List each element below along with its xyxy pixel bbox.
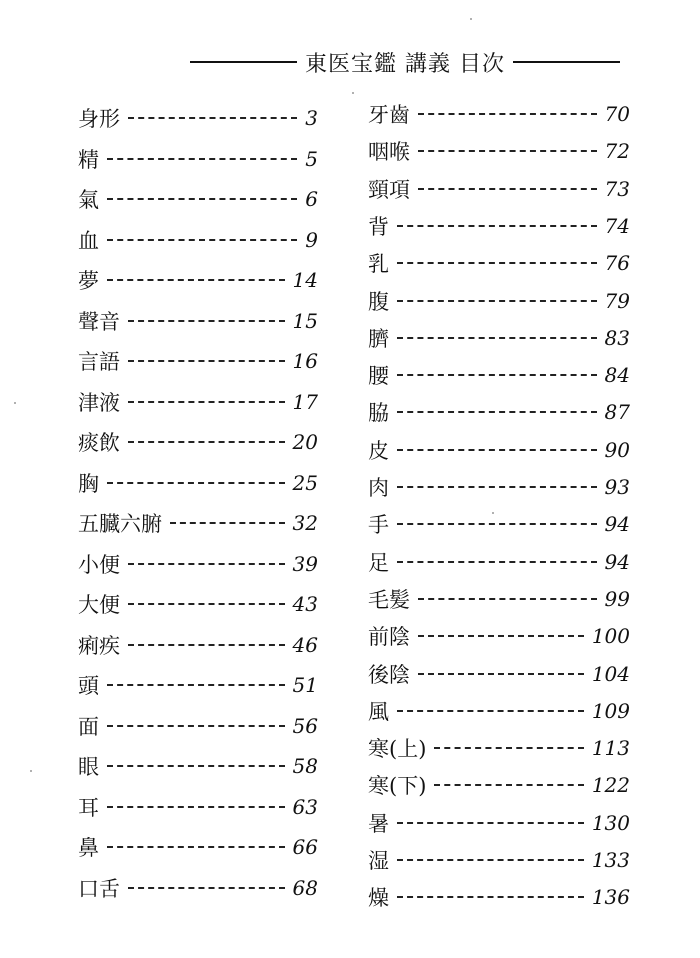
toc-dotted-leader — [418, 150, 597, 152]
toc-dotted-leader — [128, 887, 285, 889]
toc-dotted-leader — [128, 603, 285, 605]
toc-entry-label: 足 — [368, 550, 389, 575]
toc-dotted-leader — [397, 262, 597, 264]
toc-entry-page: 46 — [292, 632, 318, 657]
toc-entry-page: 56 — [292, 713, 318, 738]
toc-entry-label: 痢疾 — [78, 633, 120, 658]
toc-entry-page: 39 — [292, 551, 318, 576]
toc-dotted-leader — [434, 784, 583, 786]
toc-entry-page: 43 — [292, 592, 318, 616]
toc-entry-page: 104 — [591, 661, 630, 686]
toc-entry-label: 胸 — [78, 471, 99, 496]
toc-entry-label: 腰 — [368, 364, 389, 389]
toc-entry-label: 脇 — [368, 401, 389, 426]
toc-dotted-leader — [107, 158, 297, 160]
toc-entry-page: 122 — [591, 773, 630, 798]
toc-entry — [368, 693, 630, 729]
toc-entry-label: 牙齒 — [368, 103, 410, 127]
toc-entry — [368, 618, 630, 654]
toc-dotted-leader — [434, 747, 583, 749]
toc-entry — [78, 789, 318, 825]
toc-entry — [368, 656, 630, 692]
toc-entry-page: 136 — [591, 885, 630, 910]
toc-entry — [78, 222, 318, 258]
toc-entry-page: 76 — [604, 251, 630, 276]
toc-entry-label: 氣 — [78, 188, 99, 212]
toc-dotted-leader — [397, 300, 597, 302]
toc-entry-label: 五臓六腑 — [78, 512, 162, 536]
toc-entry-page: 32 — [292, 511, 318, 535]
toc-dotted-leader — [170, 522, 285, 524]
toc-dotted-leader — [128, 320, 285, 322]
toc-entry — [78, 465, 318, 501]
toc-entry-page: 9 — [305, 227, 318, 252]
toc-entry — [78, 546, 318, 582]
toc-entry-label: 皮 — [368, 438, 389, 463]
toc-entry-page: 51 — [292, 673, 318, 697]
toc-dotted-leader — [128, 401, 285, 403]
toc-entry-page: 14 — [292, 268, 318, 292]
page-title: 東医宝鑑 講義 目次 — [305, 51, 505, 77]
toc-entry-label: 後陰 — [368, 662, 410, 687]
toc-entry-page: 3 — [305, 106, 318, 130]
toc-entry-page: 100 — [591, 624, 630, 649]
toc-entry-label: 言語 — [78, 350, 120, 374]
toc-dotted-leader — [397, 486, 597, 488]
toc-dotted-leader — [418, 188, 597, 190]
toc-entry-label: 臍 — [368, 326, 389, 351]
toc-entry — [78, 667, 318, 703]
toc-entry-page: 25 — [292, 470, 318, 495]
toc-entry-page: 94 — [604, 549, 630, 574]
toc-entry — [368, 805, 630, 841]
toc-entry — [368, 469, 630, 505]
toc-entry-page: 58 — [292, 754, 318, 778]
toc-entry-page: 66 — [292, 835, 318, 859]
toc-dotted-leader — [397, 859, 584, 861]
toc-entry-page: 72 — [604, 139, 630, 164]
toc-entry — [368, 581, 630, 617]
toc-entry — [78, 384, 318, 420]
toc-entry — [78, 141, 318, 177]
toc-entry-page: 94 — [604, 512, 630, 537]
toc-entry — [368, 506, 630, 542]
toc-entry-page: 16 — [292, 349, 318, 373]
toc-entry — [78, 343, 318, 379]
toc-entry-label: 口舌 — [78, 876, 120, 901]
toc-entry-label: 頭 — [78, 674, 99, 698]
toc-entry-page: 93 — [604, 475, 630, 499]
toc-entry-page: 90 — [604, 437, 630, 462]
toc-entry — [368, 96, 630, 132]
toc-entry-page: 15 — [292, 308, 318, 333]
toc-dotted-leader — [128, 644, 285, 646]
toc-header — [190, 42, 620, 82]
toc-entry-label: 聲音 — [78, 309, 120, 334]
toc-entry — [78, 100, 318, 136]
toc-entry — [368, 544, 630, 580]
toc-entry-page: 99 — [604, 586, 630, 611]
toc-entry-page: 73 — [604, 176, 630, 201]
toc-entry — [368, 283, 630, 319]
toc-entry — [368, 879, 630, 915]
toc-dotted-leader — [128, 441, 285, 443]
toc-entry-label: 手 — [368, 513, 389, 538]
scan-speck — [14, 402, 16, 404]
toc-dotted-leader — [418, 673, 584, 675]
toc-entry-page: 5 — [305, 146, 318, 171]
toc-dotted-leader — [418, 598, 597, 600]
toc-dotted-leader — [397, 561, 597, 563]
toc-entry — [368, 357, 630, 393]
toc-entry — [368, 842, 630, 878]
toc-entry — [368, 394, 630, 430]
toc-dotted-leader — [107, 684, 285, 686]
toc-entry — [78, 708, 318, 744]
toc-dotted-leader — [418, 635, 584, 637]
toc-dotted-leader — [397, 896, 584, 898]
toc-entry-label: 暑 — [368, 811, 389, 836]
toc-entry-label: 毛髪 — [368, 587, 410, 612]
toc-entry-label: 耳 — [78, 795, 99, 820]
toc-entry-label: 鼻 — [78, 836, 99, 860]
toc-entry-label: 身形 — [78, 107, 120, 131]
toc-entry-label: 眼 — [78, 755, 99, 779]
toc-dotted-leader — [128, 360, 285, 362]
toc-entry-page: 109 — [591, 698, 630, 723]
toc-dotted-leader — [397, 337, 597, 339]
toc-entry — [78, 505, 318, 541]
toc-dotted-leader — [128, 563, 285, 565]
toc-entry — [78, 627, 318, 663]
toc-entry-label: 大便 — [78, 593, 120, 617]
scan-speck — [30, 770, 32, 772]
toc-dotted-leader — [397, 449, 597, 451]
toc-entry — [78, 586, 318, 622]
toc-dotted-leader — [107, 239, 297, 241]
header-rule-right — [513, 61, 620, 63]
toc-dotted-leader — [397, 225, 597, 227]
scan-speck — [352, 92, 354, 94]
toc-dotted-leader — [128, 117, 297, 119]
toc-entry-label: 精 — [78, 147, 99, 172]
toc-entry-label: 血 — [78, 228, 99, 253]
toc-entry-label: 風 — [368, 699, 389, 724]
toc-entry-page: 6 — [305, 187, 318, 211]
toc-entry — [368, 767, 630, 803]
toc-entry-page: 133 — [591, 848, 630, 872]
toc-entry-page: 70 — [604, 102, 630, 126]
toc-entry — [78, 181, 318, 217]
toc-entry-page: 113 — [591, 736, 630, 761]
toc-entry-label: 湿 — [368, 849, 389, 873]
toc-entry-page: 20 — [292, 430, 318, 454]
toc-entry — [368, 432, 630, 468]
toc-entry-page: 79 — [604, 288, 630, 313]
toc-dotted-leader — [107, 279, 285, 281]
toc-entry — [78, 262, 318, 298]
toc-dotted-leader — [107, 846, 285, 848]
toc-dotted-leader — [107, 198, 297, 200]
scan-speck — [492, 512, 494, 514]
toc-entry-label: 津液 — [78, 390, 120, 415]
toc-dotted-leader — [397, 411, 597, 413]
toc-dotted-leader — [107, 765, 285, 767]
toc-entry-label: 咽喉 — [368, 140, 410, 165]
toc-dotted-leader — [107, 482, 285, 484]
toc-entry — [78, 748, 318, 784]
toc-entry-label: 寒(下) — [368, 774, 427, 799]
toc-dotted-leader — [397, 374, 597, 376]
toc-entry-page: 17 — [292, 389, 318, 414]
toc-dotted-leader — [418, 113, 597, 115]
toc-entry-label: 腹 — [368, 289, 389, 314]
header-rule-left — [190, 61, 297, 63]
toc-entry-page: 83 — [604, 325, 630, 350]
toc-entry — [368, 171, 630, 207]
toc-entry-label: 背 — [368, 214, 389, 239]
toc-entry-page: 68 — [292, 875, 318, 900]
toc-entry — [78, 829, 318, 865]
toc-entry — [368, 208, 630, 244]
toc-entry-label: 寒(上) — [368, 737, 427, 762]
toc-entry — [78, 424, 318, 460]
scan-speck — [470, 18, 472, 20]
toc-dotted-leader — [397, 710, 584, 712]
toc-entry-page: 130 — [591, 810, 630, 835]
toc-dotted-leader — [397, 822, 584, 824]
toc-entry-page: 84 — [604, 363, 630, 388]
toc-entry — [368, 245, 630, 281]
toc-dotted-leader — [107, 806, 285, 808]
toc-entry-label: 夢 — [78, 269, 99, 293]
toc-entry-page: 74 — [604, 213, 630, 238]
toc-entry-label: 燥 — [368, 886, 389, 911]
toc-entry-label: 面 — [78, 714, 99, 739]
toc-entry-label: 肉 — [368, 476, 389, 500]
toc-dotted-leader — [397, 523, 597, 525]
toc-entry-page: 87 — [604, 400, 630, 425]
toc-entry — [368, 133, 630, 169]
toc-entry-label: 小便 — [78, 552, 120, 577]
toc-entry-label: 頸項 — [368, 177, 410, 202]
toc-dotted-leader — [107, 725, 285, 727]
toc-entry — [368, 320, 630, 356]
toc-entry-label: 前陰 — [368, 625, 410, 650]
toc-entry — [368, 730, 630, 766]
toc-entry-label: 乳 — [368, 252, 389, 277]
toc-entry-label: 痰飲 — [78, 431, 120, 455]
toc-entry-page: 63 — [292, 794, 318, 819]
toc-entry — [78, 870, 318, 906]
toc-entry — [78, 303, 318, 339]
